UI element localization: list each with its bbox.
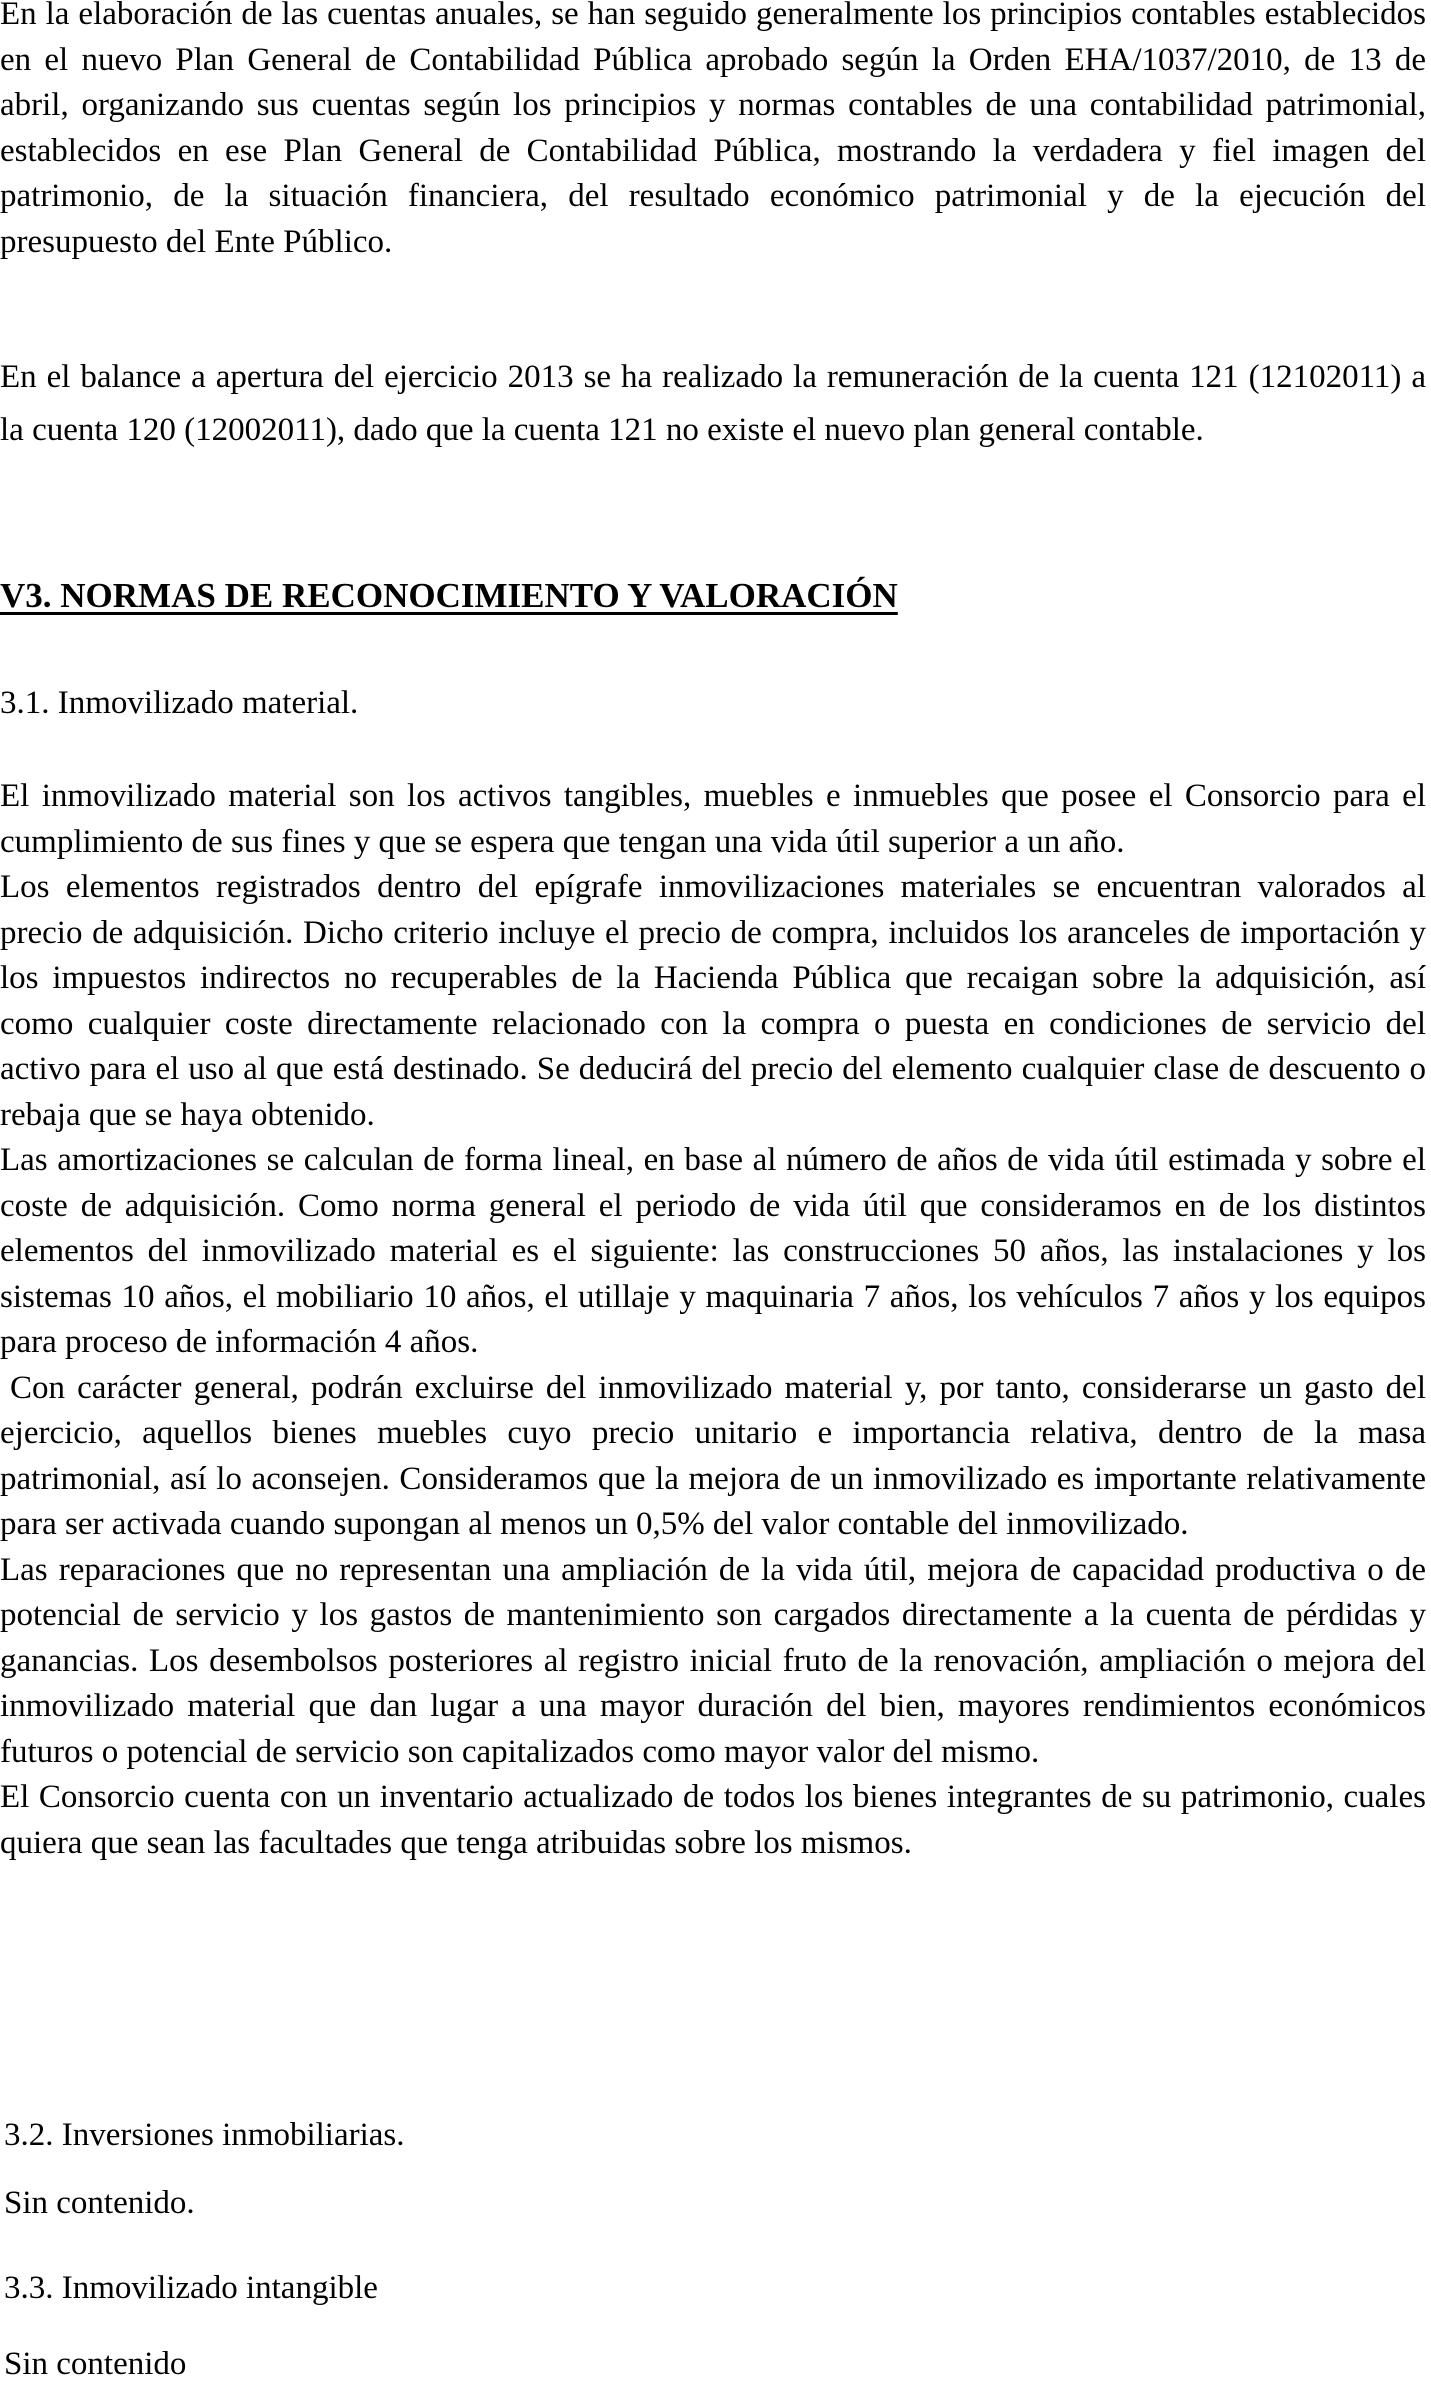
subsection-3-2-body: Sin contenido. xyxy=(4,2185,195,2221)
paragraph-inventory: El Consorcio cuenta con un inventario actualizado de todos los bienes integrantes de su patrimonio, cuales quiera que sean las facultades que tenga atribuidas sobre los mismos. xyxy=(0,1779,1426,1861)
paragraph-exclusions: Con carácter general, podrán excluirse del inmovilizado material y, por tanto, considerarse un gasto del ejercicio, aquellos bienes muebles cuyo precio unitario e importancia relativa, dentro de la masa patrimonial, así lo aconsejen. Consideramos que la mejora de un inmovilizado es importante relativamente para ser activada cuando supongan al menos un 0,5% del valor contable del inmovilizado. xyxy=(0,1369,1426,1542)
subsection-3-1-body xyxy=(0,774,1426,1866)
subsection-3-2-title: 3.2. Inversiones inmobiliarias. xyxy=(4,2117,405,2153)
paragraph-definition: El inmovilizado material son los activos tangibles, muebles e inmuebles que posee el Consorcio para el cumplimiento de sus fines y que se espera que tengan una vida útil superior a un año. xyxy=(0,778,1426,860)
intro-paragraph-1: En la elaboración de las cuentas anuales, se han seguido generalmente los principios contables establecidos en el nuevo Plan General de Contabilidad Pública aprobado según la Orden EHA/1037/2010, de 13 de abril, organizando sus cuentas según los principios y normas contables de una contabilidad patrimonial, establecidos en ese Plan General de Contabilidad Pública, mostrando la verdadera y fiel imagen del patrimonio, de la situación financiera, del resultado económico patrimonial y de la ejecución del presupuesto del Ente Público. xyxy=(0,0,1426,260)
intro-paragraph-2: En el balance a apertura del ejercicio 2013 se ha realizado la remuneración de la cuenta 121 (12102011) a la cuenta 120 (12002011), dado que la cuenta 121 no existe el nuevo plan general contable. xyxy=(0,359,1426,448)
subsection-3-3-body: Sin contenido xyxy=(4,2346,187,2382)
subsection-3-1-title: 3.1. Inmovilizado material. xyxy=(0,685,359,721)
paragraph-repairs: Las reparaciones que no representan una ampliación de la vida útil, mejora de capacidad productiva o de potencial de servicio y los gastos de mantenimiento son cargados directamente a la cuenta de pérdidas y ganancias. Los desembolsos posteriores al registro inicial fruto de la renovación, ampliación o mejora del inmovilizado material que dan lugar a una mayor duración del bien, mayores rendimientos económicos futuros o potencial de servicio son capitalizados como mayor valor del mismo. xyxy=(0,1551,1426,1770)
paragraph-amortization: Las amortizaciones se calculan de forma lineal, en base al número de años de vida útil estimada y sobre el coste de adquisición. Como norma general el periodo de vida útil que consideramos en de los distintos elementos del inmovilizado material es el siguiente: las construcciones 50 años, las instalaciones y los sistemas 10 años, el mobiliario 10 años, el utillaje y maquinaria 7 años, los vehículos 7 años y los equipos para proceso de información 4 años. xyxy=(0,1142,1426,1360)
subsection-3-3-title: 3.3. Inmovilizado intangible xyxy=(4,2270,378,2306)
paragraph-valuation: Los elementos registrados dentro del epígrafe inmovilizaciones materiales se encuentran valorados al precio de adquisición. Dicho criterio incluye el precio de compra, incluidos los aranceles de importación y los impuestos indirectos no recuperables de la Hacienda Pública que recaigan sobre la adquisición, así como cualquier coste directamente relacionado con la compra o puesta en condiciones de servicio del activo para el uso al que está destinado. Se deducirá del precio del elemento cualquier clase de descuento o rebaja que se haya obtenido. xyxy=(0,869,1426,1133)
section-heading: V3. NORMAS DE RECONOCIMIENTO Y VALORACIÓN xyxy=(0,576,898,615)
